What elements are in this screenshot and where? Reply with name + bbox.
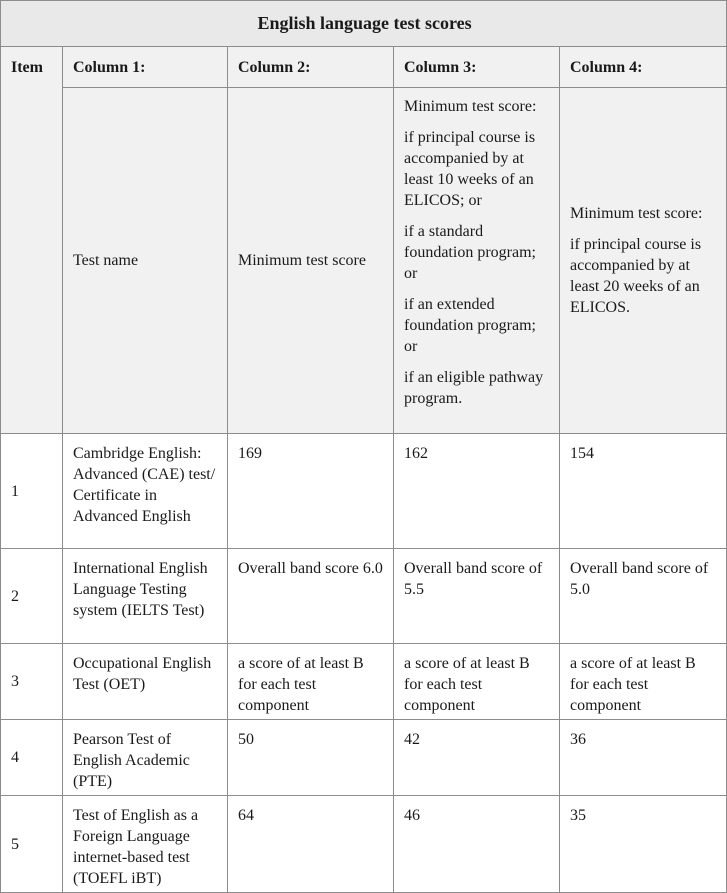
row-item-number: 2 <box>1 549 63 644</box>
row-test-name: International English Language Testing system (IELTS Test) <box>63 549 228 644</box>
row-column-3-score: 162 <box>394 434 560 549</box>
table-title: English language test scores <box>1 1 727 47</box>
row-column-4-score: a score of at least B for each test component <box>560 644 727 720</box>
row-column-2-score: a score of at least B for each test component <box>228 644 394 720</box>
row-column-4-score: 154 <box>560 434 727 549</box>
row-item-number: 3 <box>1 644 63 720</box>
header-row <box>1 47 727 88</box>
row-column-3-score: Overall band score of 5.5 <box>394 549 560 644</box>
header-item: Item <box>1 47 63 434</box>
row-column-2-score: 50 <box>228 720 394 796</box>
header-column-1: Column 1: <box>63 47 228 88</box>
row-item-number: 1 <box>1 434 63 549</box>
row-column-2-score: 64 <box>228 796 394 893</box>
row-column-3-score: 46 <box>394 796 560 893</box>
table-row <box>1 796 727 893</box>
table-row <box>1 549 727 644</box>
column-3-condition: if principal course is accompanied by at least 10 weeks of an ELICOS; or <box>404 129 536 209</box>
subheader-row <box>1 88 727 434</box>
row-column-4-score: 35 <box>560 796 727 893</box>
row-column-4-score: 36 <box>560 720 727 796</box>
row-column-2-score: 169 <box>228 434 394 549</box>
subheader-column-4 <box>560 88 727 434</box>
column-3-condition: if an extended foundation program; or <box>404 296 536 355</box>
column-4-heading: Minimum test score: <box>570 205 703 222</box>
column-3-condition: if an eligible pathway program. <box>404 369 544 407</box>
row-test-name: Cambridge English: Advanced (CAE) test/ Certificate in Advanced English <box>63 434 228 549</box>
row-column-3-score: 42 <box>394 720 560 796</box>
row-column-2-score: Overall band score 6.0 <box>228 549 394 644</box>
table-row <box>1 644 727 720</box>
subheader-min-score: Minimum test score <box>228 88 394 434</box>
row-test-name: Pearson Test of English Academic (PTE) <box>63 720 228 796</box>
row-item-number: 4 <box>1 720 63 796</box>
table-row <box>1 434 727 549</box>
row-column-4-score: Overall band score of 5.0 <box>560 549 727 644</box>
column-3-heading: Minimum test score: <box>404 98 537 115</box>
header-column-3: Column 3: <box>394 47 560 88</box>
subheader-column-3 <box>394 88 560 434</box>
header-column-2: Column 2: <box>228 47 394 88</box>
row-test-name: Occupational English Test (OET) <box>63 644 228 720</box>
table-row <box>1 720 727 796</box>
row-column-3-score: a score of at least B for each test component <box>394 644 560 720</box>
row-test-name: Test of English as a Foreign Language internet-based test (TOEFL iBT) <box>63 796 228 893</box>
column-4-condition: if principal course is accompanied by at least 20 weeks of an ELICOS. <box>570 236 702 316</box>
row-item-number: 5 <box>1 796 63 893</box>
header-column-4: Column 4: <box>560 47 727 88</box>
column-3-condition: if a standard foundation program; or <box>404 223 536 282</box>
subheader-test-name: Test name <box>63 88 228 434</box>
